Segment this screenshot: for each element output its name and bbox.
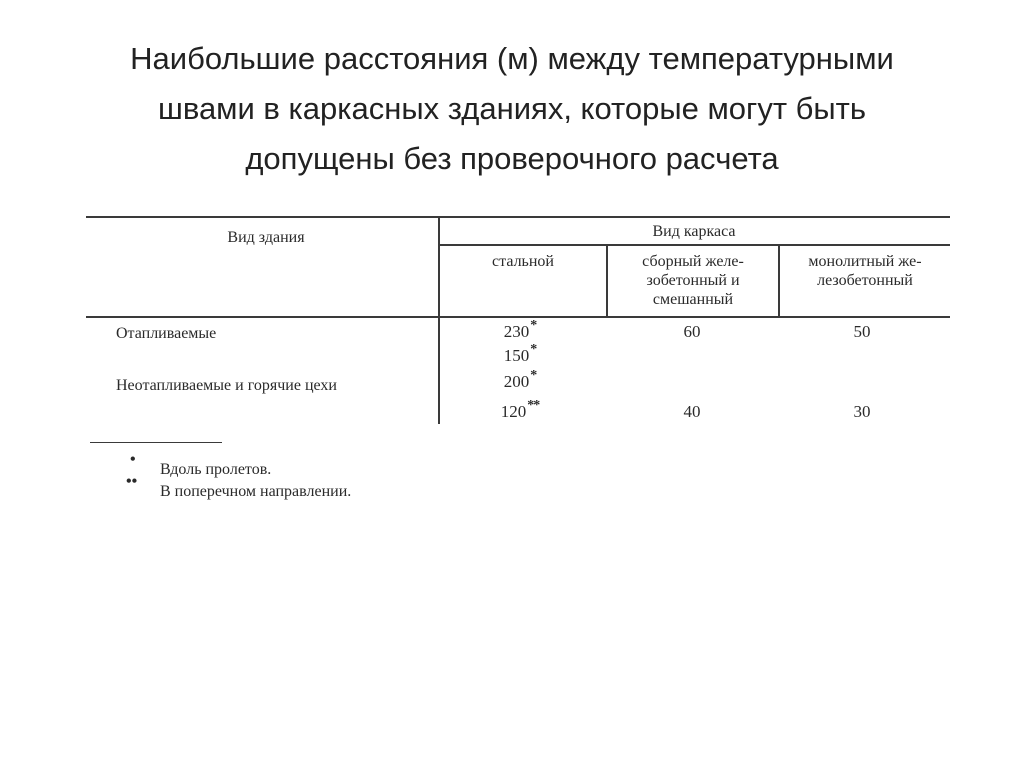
header-col-precast-line-1: сборный желе- — [642, 253, 744, 270]
steel-value-3 — [490, 368, 550, 394]
title-line-2: швами в каркасных зданиях, которые могут быть — [157, 91, 867, 126]
title-line-1: Наибольшие расстояния (м) между температурными — [130, 41, 894, 76]
row-label-unheated: Неотапливаемые и горячие цехи — [116, 377, 337, 394]
monolithic-value-heated: 50 — [853, 322, 871, 341]
precast-value-unheated: 40 — [683, 402, 701, 421]
header-col-monolithic-line-1: монолитный же- — [808, 253, 922, 270]
footnote-1-text: Вдоль пролетов. — [160, 461, 272, 478]
header-col-precast-line-2: зобетонный и — [646, 272, 740, 289]
steel-value-1-number: 230 — [503, 322, 530, 341]
slide-title — [40, 34, 984, 184]
footnote-rule — [90, 442, 222, 443]
header-col-monolithic-line-2: лезобетонный — [817, 272, 913, 289]
header-col-precast-line-3: смешанный — [652, 291, 734, 308]
title-line-3: допущены без проверочного расчета — [245, 141, 779, 176]
header-col-steel-line-1: стальной — [492, 253, 554, 270]
header-col-steel — [440, 252, 606, 271]
steel-value-2-mark: * — [530, 342, 537, 357]
steel-value-4 — [490, 398, 550, 424]
header-col-precast — [608, 252, 778, 309]
steel-value-1 — [490, 318, 550, 344]
monolithic-value-unheated: 30 — [853, 402, 871, 421]
steel-value-4-number: 120 — [500, 402, 527, 421]
scanned-table-image — [86, 206, 952, 506]
footnote-2-mark: •• — [126, 473, 138, 490]
header-building-type: Вид здания — [227, 229, 305, 246]
steel-value-2-number: 150 — [503, 346, 530, 365]
steel-value-3-mark: * — [530, 368, 537, 383]
steel-value-2 — [490, 342, 550, 368]
precast-value-heated: 60 — [683, 322, 701, 341]
steel-value-1-mark: * — [530, 318, 537, 333]
header-col-monolithic — [780, 252, 950, 290]
column-divider-1 — [438, 216, 440, 424]
header-frame-type: Вид каркаса — [652, 223, 736, 240]
steel-value-3-number: 200 — [503, 372, 530, 391]
header-bottom-rule — [86, 316, 950, 318]
footnote-2-text: В поперечном направлении. — [160, 483, 352, 500]
frame-header-rule — [438, 244, 950, 246]
row-label-heated: Отапливаемые — [116, 325, 217, 342]
table-top-rule — [86, 216, 950, 218]
steel-value-4-mark: ** — [527, 398, 540, 413]
footnote-1-mark: • — [130, 451, 136, 468]
